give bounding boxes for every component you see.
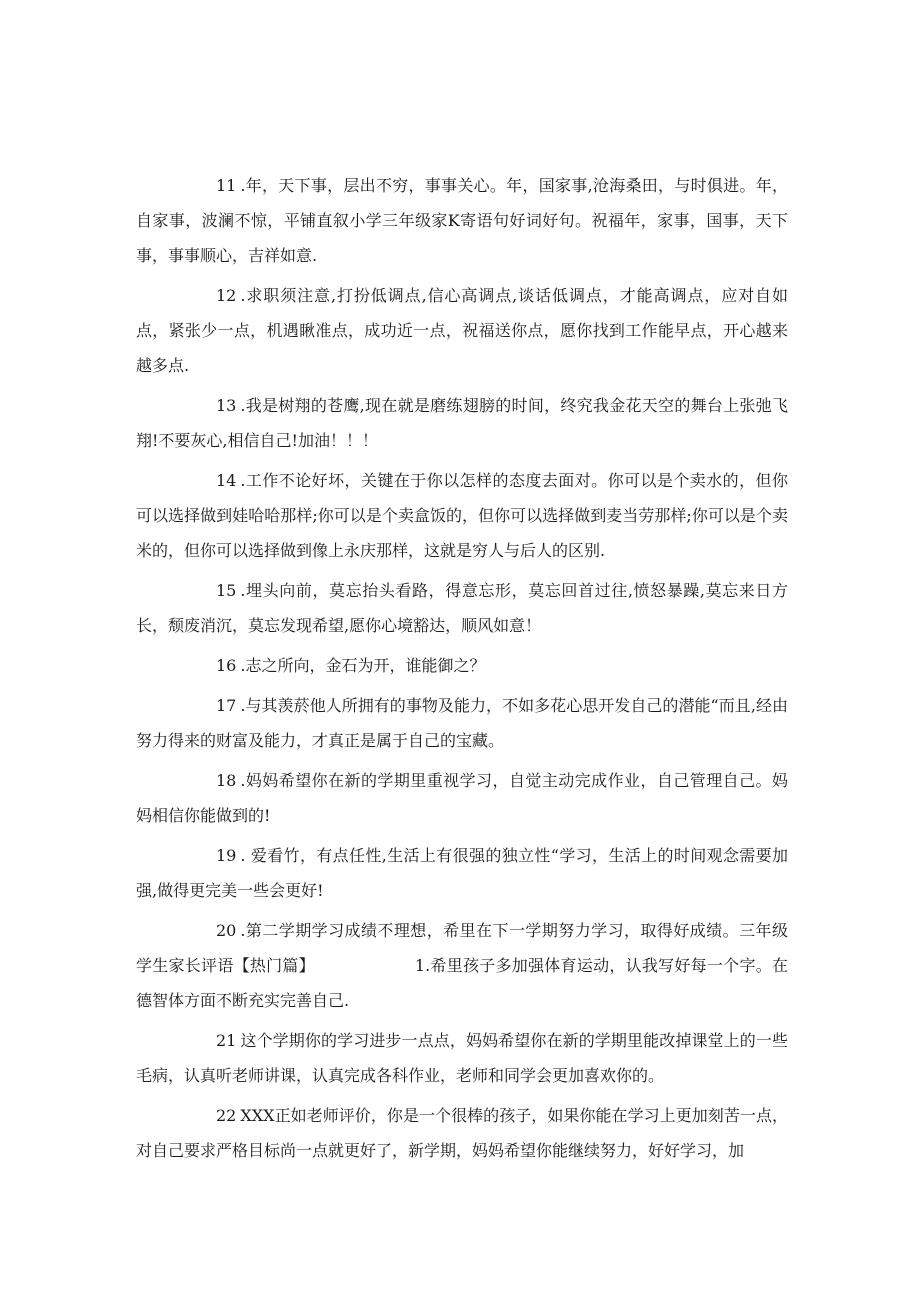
paragraph-text: .年，天下事，层出不穷，事事关心。年，国家事,沧海桑田，与时俱进。年，自家事，波澜不惊，平铺直叙小学三年级家K寄语句好词好句。祝福年，家事，国事，天下事，事事顺心，吉祥如意. — [136, 176, 788, 265]
paragraph-11 — [136, 168, 788, 273]
paragraph-number: 16 — [216, 656, 237, 675]
paragraph-text: .第二学期学习成绩不理想，希里在下一学期努力学习，取得好成绩。三年级学生家长评语【热门篇】 — [136, 921, 788, 975]
paragraph-text: .求职须注意,打扮低调点,信心高调点,谈话低调点，才能高调点，应对自如点，紧张少一点，机遇瞅准点，成功近一点，祝福送你点，愿你找到工作能早点，开心越来越多点. — [136, 286, 788, 375]
paragraph-number: 14 — [216, 471, 237, 490]
paragraph-number: 18 — [216, 771, 237, 790]
paragraph-number: 22 — [216, 1106, 237, 1125]
paragraph-text: .埋头向前，莫忘抬头看路，得意忘形，莫忘回首过往,愤怒暴躁,莫忘来日方长，颓废消沉，莫忘发现希望,愿你心境豁达，顺风如意！ — [136, 581, 788, 635]
paragraph-14 — [136, 463, 788, 568]
paragraph-18 — [136, 763, 788, 833]
paragraph-text: .我是树翔的苍鹰,现在就是磨练翅膀的时间，终究我金花天空的舞台上张弛飞翔!不要灰心,相信自己!加油！！！ — [136, 396, 788, 450]
paragraph-19 — [136, 838, 788, 908]
paragraph-text: . 爱看竹，有点任性,生活上有很强的独立性“学习，生活上的时间观念需要加强,做得更完美一些会更好! — [136, 846, 788, 900]
paragraph-17 — [136, 688, 788, 758]
paragraph-text: .妈妈希望你在新的学期里重视学习，自觉主动完成作业，自己管理自己。妈妈相信你能做到的! — [136, 771, 788, 825]
paragraph-number: 12 — [216, 286, 237, 305]
paragraph-text: .与其羡菸他人所拥有的事物及能力，不如多花心思开发自己的潜能“而且,经由努力得来的财富及能力，才真正是属于自己的宝藏。 — [136, 696, 788, 750]
paragraph-13 — [136, 388, 788, 458]
paragraph-text-continued: 1.希里孩子多加强体育运动，认我写好每一个字。在德智体方面不断充实完善自己. — [136, 956, 788, 1010]
paragraph-21 — [136, 1023, 788, 1093]
paragraph-20 — [136, 913, 788, 1018]
paragraph-number: 20 — [216, 921, 237, 940]
paragraph-16 — [136, 648, 788, 683]
paragraph-text: .工作不论好坏，关键在于你以怎样的态度去面对。你可以是个卖水的，但你可以选择做到娃哈哈那样;你可以是个卖盒饭的，但你可以选择做到麦当劳那样;你可以是个卖米的，但你可以选择做到像上永庆那样，这就是穷人与后人的区别. — [136, 471, 788, 560]
paragraph-number: 13 — [216, 396, 237, 415]
paragraph-15 — [136, 573, 788, 643]
paragraph-12 — [136, 278, 788, 383]
paragraph-number: 15 — [216, 581, 237, 600]
paragraph-text: XXX正如老师评价，你是一个很棒的孩子，如果你能在学习上更加刻苦一点，对自己要求严格目标尚一点就更好了，新学期，妈妈希望你能继续努力，好好学习，加 — [136, 1106, 788, 1160]
document-body — [136, 168, 788, 1173]
paragraph-number: 11 — [216, 176, 237, 195]
paragraph-text: 这个学期你的学习进步一点点，妈妈希望你在新的学期里能改掉课堂上的一些毛病，认真听老师讲课，认真完成各科作业，老师和同学会更加喜欢你的。 — [136, 1031, 788, 1085]
paragraph-number: 19 — [216, 846, 237, 865]
paragraph-number: 17 — [216, 696, 237, 715]
paragraph-text: .志之所向，金石为开，谁能御之？ — [240, 656, 486, 675]
paragraph-number: 21 — [216, 1031, 237, 1050]
paragraph-22 — [136, 1098, 788, 1168]
